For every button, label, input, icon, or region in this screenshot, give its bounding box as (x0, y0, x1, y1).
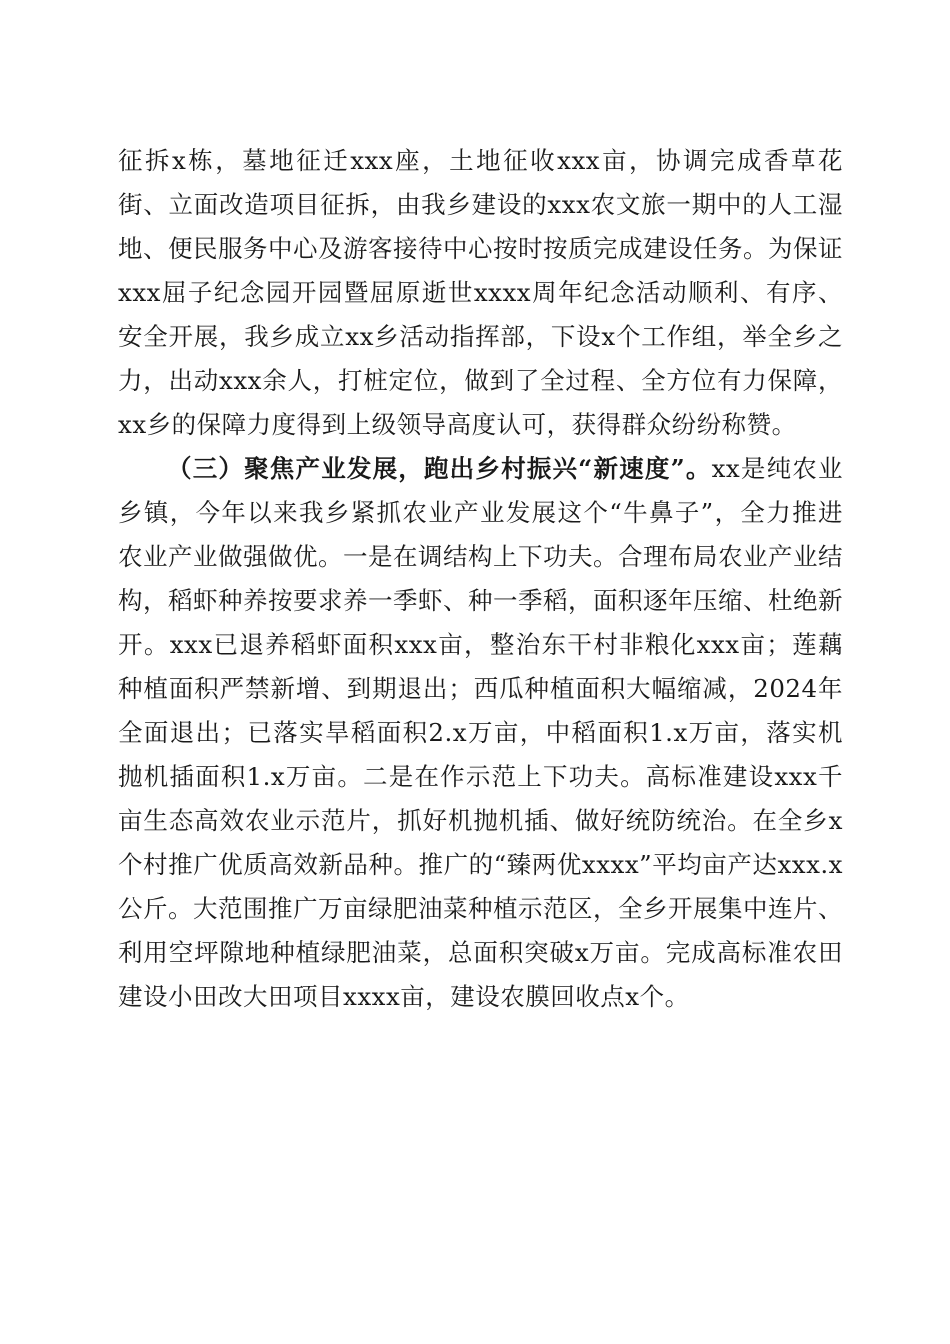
paragraph-2 (118, 447, 843, 1019)
section-heading: （三）聚焦产业发展，跑出乡村振兴“新速度”。 (167, 454, 712, 483)
paragraph-1: 征拆x栋，墓地征迁xxx座，土地征收xxx亩，协调完成香草花街、立面改造项目征拆，由我乡建设的xxx农文旅一期中的人工湿地、便民服务中心及游客接待中心按时按质完成建设任务。为保证xxx屈子纪念园开园暨屈原逝世xxxx周年纪念活动顺利、有序、安全开展，我乡成立xx乡活动指挥部，下设x个工作组，举全乡之力，出动xxx余人，打桩定位，做到了全过程、全方位有力保障，xx乡的保障力度得到上级领导高度认可，获得群众纷纷称赞。 (118, 146, 843, 439)
document-body (118, 139, 843, 1019)
paragraph-2-body: xx是纯农业乡镇，今年以来我乡紧抓农业产业发展这个“牛鼻子”，全力推进农业产业做强做优。一是在调结构上下功夫。合理布局农业产业结构，稻虾种养按要求养一季虾、种一季稻，面积逐年压缩、杜绝新开。xxx已退养稻虾面积xxx亩，整治东干村非粮化xxx亩；莲藕种植面积严禁新增、到期退出；西瓜种植面积大幅缩减，2024年全面退出；已落实旱稻面积2.x万亩，中稻面积1.x万亩，落实机抛机插面积1.x万亩。二是在作示范上下功夫。高标准建设xxx千亩生态高效农业示范片，抓好机抛机插、做好统防统治。在全乡x个村推广优质高效新品种。推广的“臻两优xxxx”平均亩产达xxx.x公斤。大范围推广万亩绿肥油菜种植示范区，全乡开展集中连片、利用空坪隙地种植绿肥油菜，总面积突破x万亩。完成高标准农田建设小田改大田项目xxxx亩，建设农膜回收点x个。 (118, 454, 843, 1011)
